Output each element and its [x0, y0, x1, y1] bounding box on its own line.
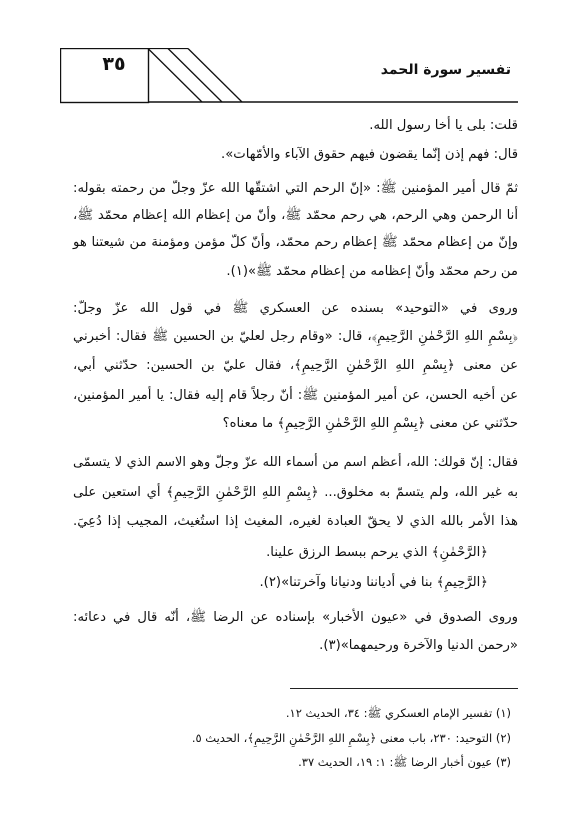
- footnote-3: (٣) عيون أخبار الرضا ﷺ: ١: ١٩، الحديث ٣٧.: [298, 755, 511, 769]
- text-line-6: من رحم محمّد وأنّ إعظامه من إعظام محمّد ﷺ»(١).: [226, 264, 518, 279]
- text-line-17: وروى الصدوق في «عيون الأخبار» بإسناده عن الرضا ﷺ، أنّه قال في دعائه:: [73, 610, 518, 625]
- text-line-3: ثمّ قال أمير المؤمنين ﷺ: «إنّ الرحم التي اشتقّها الله عزّ وجلّ من رحمته بقوله:: [73, 181, 518, 196]
- text-line-2: قال: فهم إذن إنّما يقضون فيهم حقوق الآباء والأمّهات».: [221, 147, 518, 162]
- footnote-2: (٢) التوحيد: ٢٣٠، باب معنى ﴿بِسْمِ اللهِ الرَّحْمٰنِ الرَّحِيمِ﴾، الحديث ٥.: [191, 731, 511, 745]
- text-line-16: ﴿الرَّحِيمِ﴾ بنا في أدياننا ودنيانا وآخرتنا»(٢).: [259, 575, 488, 590]
- page-number: ٣٥: [102, 53, 126, 75]
- footnote-1: (١) تفسير الإمام العسكري ﷺ: ٣٤، الحديث ١٢.: [285, 706, 511, 720]
- footnote-separator: [290, 688, 518, 689]
- text-line-10: عن أخيه الحسن، عن أمير المؤمنين ﷺ: أنّ رجلاً قام إليه فقال: يا أمير المؤمنين،: [73, 388, 518, 403]
- text-line-12: فقال: إنّ قولك: الله، أعظم اسم من أسماء الله عزّ وجلّ وهو الاسم الذي لا يتسمّى: [73, 455, 518, 470]
- running-title: تفسير سورة الحمد: [380, 62, 511, 78]
- text-line-4: أنا الرحمن وهي الرحم، هي رحم محمّد ﷺ، وأنّ من إعظام الله إعظام محمّد ﷺ،: [73, 208, 518, 223]
- text-line-14: هذا الأمر بالله الذي لا يحقّ العبادة لغيره، المغيث إذا استُغيث، المجيب إذا دُعِيَ.: [73, 514, 518, 529]
- text-line-5: وإنّ من إعظام محمّد ﷺ إعظام رحم محمّد، وأنّ كلّ مؤمن ومؤمنة من شيعتنا هو: [73, 235, 518, 250]
- text-line-7: وروى في «التوحيد» بسنده عن العسكري ﷺ في قول الله عزّ وجلّ:: [73, 301, 518, 316]
- text-line-9: عن معنى ﴿بِسْمِ اللهِ الرَّحْمٰنِ الرَّحِيمِ﴾، فقال عليّ بن الحسين: حدّثني أبي،: [73, 358, 518, 373]
- text-line-13: به غير الله، ولم يتسمّ به مخلوق... ﴿بِسْمِ اللهِ الرَّحْمٰنِ الرَّحِيمِ﴾ أي استعين على: [73, 485, 518, 500]
- text-line-18: «رحمن الدنيا والآخرة ورحيمهما»(٣).: [319, 638, 518, 653]
- text-line-1: قلت: بلى يا أخا رسول الله.: [369, 118, 518, 133]
- text-line-15: ﴿الرَّحْمٰنِ﴾ الذي يرحم ببسط الرزق علينا.: [266, 545, 488, 560]
- text-line-11: حدّثني عن معنى ﴿بِسْمِ اللهِ الرَّحْمٰنِ الرَّحِيمِ﴾ ما معناه؟: [222, 416, 518, 431]
- text-line-8: ﴿بِسْمِ اللهِ الرَّحْمٰنِ الرَّحِيمِ﴾، قال: «وقام رجل لعليّ بن الحسين ﷺ فقال: أخبرني: [73, 329, 518, 344]
